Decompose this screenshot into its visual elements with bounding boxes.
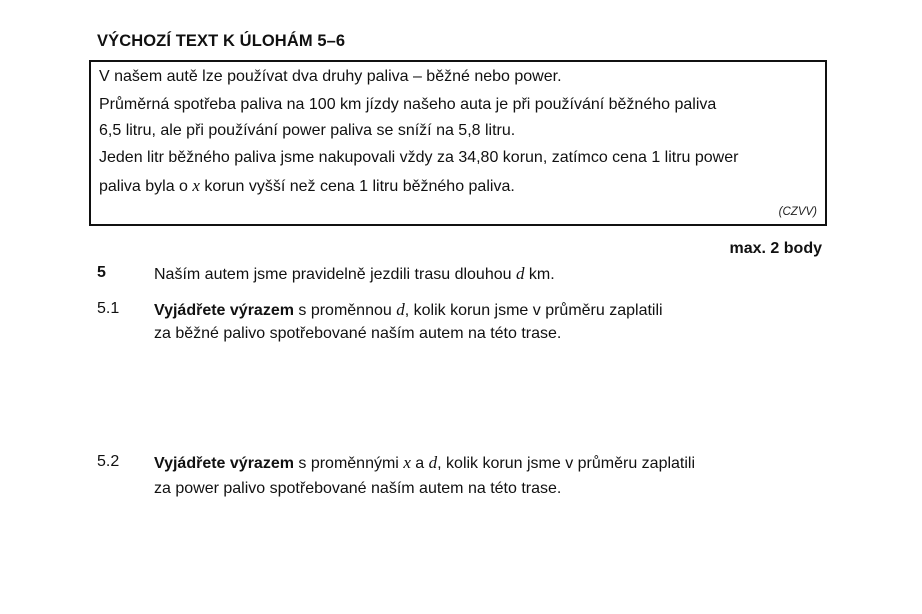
variable-d: d [396,300,405,319]
task-5-1-number: 5.1 [97,300,120,317]
task-5-2-text-mid: a [410,455,429,472]
task-5-2-number: 5.2 [97,453,120,470]
task-5-2-text-b: , kolik korun jsme v průměru zaplatili [437,455,696,472]
task-5-2-text-a: s proměnnými [293,455,404,472]
variable-x: x [403,453,411,472]
source-label: (CZVV) [778,206,817,218]
task-5-1-line-1 [154,300,663,320]
task-5-2-line-2: za power palivo spotřebované naším autem na této trase. [154,480,562,497]
task-5-1-text-a: s proměnnou [293,302,397,319]
task-5-2-instruction: Vyjádřete výrazem [154,455,294,472]
box-line-5 [99,176,515,196]
task-5-text-end: km. [524,266,555,283]
box-line-3: 6,5 litru, ale při používání power paliva se sníží na 5,8 litru. [99,122,516,139]
task-5-1-text-b: , kolik korun jsme v průměru zaplatili [404,302,663,319]
box-line-5-start: paliva byla o [99,178,193,195]
task-5-number: 5 [97,264,106,281]
task-5-1-instruction: Vyjádřete výrazem [154,302,294,319]
section-heading: VÝCHOZÍ TEXT K ÚLOHÁM 5–6 [97,32,346,50]
box-line-1: V našem autě lze používat dva druhy paliva – běžné nebo power. [99,68,562,85]
box-line-4: Jeden litr běžného paliva jsme nakupovali vždy za 34,80 korun, zatímco cena 1 litru power [99,149,739,166]
task-5-text-start: Naším autem jsme pravidelně jezdili trasu dlouhou [154,266,516,283]
source-text-box [89,60,827,226]
box-line-5-end: korun vyšší než cena 1 litru běžného paliva. [199,178,515,195]
max-points-label: max. 2 body [729,240,822,257]
task-5-text [154,264,555,284]
variable-d: d [428,453,438,472]
box-line-2: Průměrná spotřeba paliva na 100 km jízdy našeho auta je při používání běžného paliva [99,96,717,113]
variable-x: x [192,176,200,195]
variable-d: d [515,264,525,283]
task-5-2-line-1 [154,453,695,473]
task-5-1-line-2: za běžné palivo spotřebované naším autem na této trase. [154,325,562,342]
